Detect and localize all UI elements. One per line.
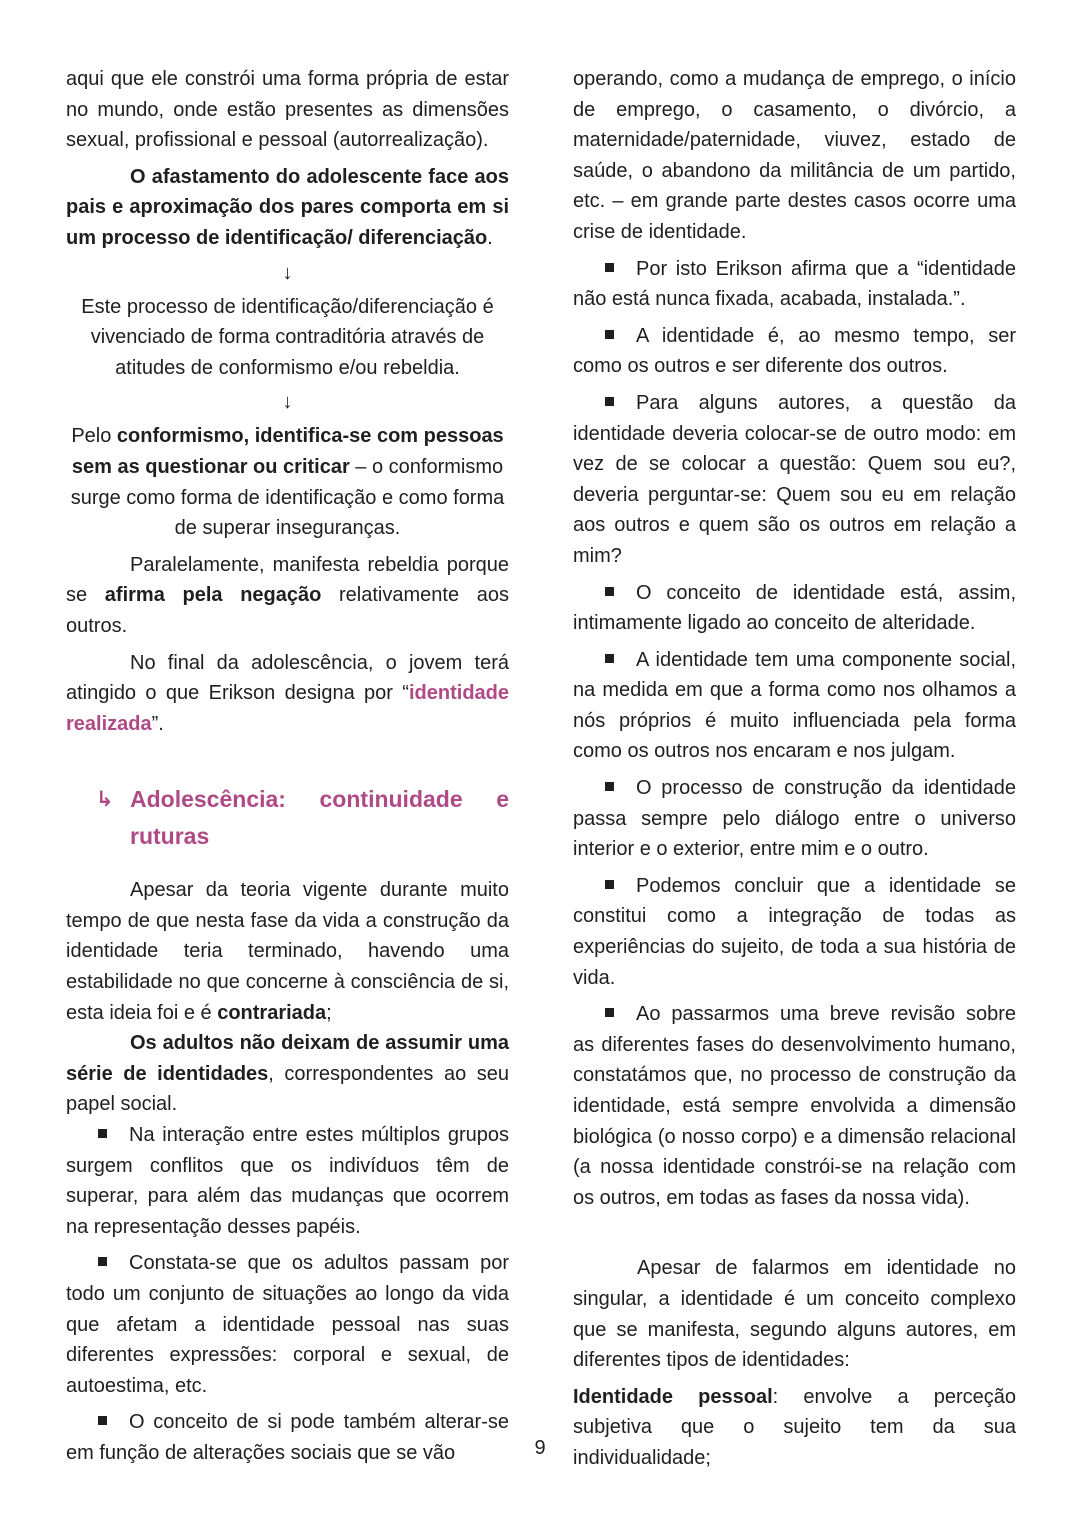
text: ”. [151, 712, 164, 735]
bold-text: Identidade pessoal [573, 1385, 773, 1408]
paragraph [66, 648, 509, 740]
heading-word: e [496, 786, 509, 813]
square-bullet-icon [605, 397, 614, 406]
text: , correspondentes ao seu papel social. [66, 1062, 509, 1116]
curved-arrow-icon: ↳ [96, 788, 114, 812]
square-bullet-icon [605, 654, 614, 663]
text: Pelo [71, 425, 117, 448]
bullet-text: O conceito de si pode também alterar-se em função de alterações sociais que se vão [66, 1411, 509, 1464]
text: : envolve a perceção subjetiva que o sujeito tem da sua individualidade; [573, 1385, 1016, 1469]
down-arrow-icon: ↓ [282, 261, 293, 284]
square-bullet-icon [605, 263, 614, 272]
bullet-text: Ao passarmos uma breve revisão sobre as diferentes fases do desenvolvimento humano, constatámos que, no processo de construção da identidade, está sempre envolvida a dimensão biológica (o nosso corpo) e a dimensão relacional (a nossa identidade constrói-se na relação com os outros, em todas as fases da nossa vida). [573, 1003, 1016, 1209]
paragraph [66, 1028, 509, 1120]
square-bullet-icon [98, 1257, 107, 1266]
bullet-text: Na interação entre estes múltiplos grupos surgem conflitos que os indivíduos têm de superar, para além das mudanças que ocorrem na representação desses papéis. [66, 1124, 509, 1238]
section-heading [66, 781, 509, 855]
bold-text: afirma pela negação [104, 584, 322, 607]
bullet-item [66, 1248, 509, 1401]
text: No final da adolescência, o jovem terá atingido o que Erikson designa por “ [66, 651, 509, 705]
bullet-text: Constata-se que os adultos passam por todo um conjunto de situações ao longo da vida que afetam a identidade pessoal nas suas diferentes expressões: corporal e sexual, de autoestima, etc. [66, 1252, 509, 1397]
heading-line [130, 781, 509, 818]
bullet-item [573, 578, 1016, 639]
bullet-text: Por isto Erikson afirma que a “identidade não está nunca fixada, acabada, instalada.”. [573, 257, 1016, 311]
paragraph [66, 550, 509, 642]
bullet-item [573, 388, 1016, 572]
paragraph [66, 875, 509, 1028]
bold-text: contrariada [217, 1001, 327, 1024]
bullet-text: O conceito de identidade está, assim, intimamente ligado ao conceito de alteridade. [573, 581, 1016, 635]
bullet-text: A identidade tem uma componente social, na medida em que a forma como nos olhamos a nós próprios é muito influenciada pela forma como os outros nos encaram e nos julgam. [573, 648, 1016, 763]
centered-paragraph: Este processo de identificação/diferenciação é vivenciado de forma contraditória através de atitudes de conformismo e/ou rebeldia. [81, 295, 494, 379]
paragraph: Apesar de falarmos em identidade no singular, a identidade é um conceito complexo que se manifesta, segundo alguns autores, em diferentes tipos de identidades: [573, 1257, 1016, 1372]
bold-text: O afastamento do adolescente face aos pais e aproximação dos pares comporta em si um processo de identificação/ diferenciação [66, 165, 509, 249]
text: Paralelamente, manifesta rebeldia porque se [66, 553, 509, 607]
bullet-item [573, 773, 1016, 865]
heading-line: ruturas [130, 823, 210, 850]
bullet-text: O processo de construção da identidade passa sempre pelo diálogo entre o universo interior e o exterior, entre mim e o outro. [573, 777, 1016, 861]
text: Apesar da teoria vigente durante muito tempo de que nesta fase da vida a construção da identidade teria terminado, havendo uma estabilidade no que concerne à consciência de si, esta ideia foi e é [66, 879, 509, 1024]
bullet-item [573, 254, 1016, 315]
text: . [487, 226, 493, 249]
right-column [573, 64, 1016, 1474]
heading-word: Adolescência: [130, 786, 286, 813]
bullet-item [573, 645, 1016, 767]
square-bullet-icon [605, 782, 614, 791]
highlight-term: identidade realizada [66, 682, 509, 735]
bullet-item [573, 871, 1016, 993]
square-bullet-icon [98, 1129, 107, 1138]
paragraph: aqui que ele constrói uma forma própria de estar no mundo, onde estão presentes as dimensões sexual, profissional e pessoal (autorrealização). [66, 68, 509, 152]
bullet-text: Podemos concluir que a identidade se constitui como a integração de todas as experiências do sujeito, de toda a sua história de vida. [573, 874, 1016, 989]
square-bullet-icon [605, 330, 614, 339]
bullet-item [573, 321, 1016, 382]
bullet-text: A identidade é, ao mesmo tempo, ser como os outros e ser diferente dos outros. [573, 324, 1016, 378]
text: – o conformismo surge como forma de identificação e como forma de superar inseguranças. [70, 455, 505, 540]
square-bullet-icon [605, 880, 614, 889]
bold-text: Os adultos não deixam de assumir uma série de identidades [66, 1032, 509, 1085]
square-bullet-icon [98, 1416, 107, 1425]
bold-text: conformismo, identifica-se com pessoas sem as questionar ou criticar [71, 425, 504, 478]
paragraph [66, 162, 509, 254]
left-column [66, 64, 509, 1469]
square-bullet-icon [605, 587, 614, 596]
square-bullet-icon [605, 1008, 614, 1017]
text: ; [326, 1001, 332, 1024]
bullet-text: Para alguns autores, a questão da identidade deveria colocar-se de outro modo: em vez de se colocar a questão: Quem sou eu?, deveria perguntar-se: Quem sou eu em relação aos outros e quem são os outros em relação a mim? [573, 391, 1016, 567]
bullet-item [66, 1120, 509, 1242]
paragraph: operando, como a mudança de emprego, o início de emprego, o casamento, o divórcio, a maternidade/paternidade, viuvez, estado de saúde, o abandono da militância de um partido, etc. – em grande parte destes casos ocorre uma crise de identidade. [573, 68, 1016, 243]
text: relativamente aos outros. [66, 584, 509, 637]
heading-word: continuidade [319, 786, 463, 813]
page-number: 9 [534, 1437, 546, 1459]
centered-paragraph [66, 421, 509, 543]
down-arrow-icon: ↓ [282, 391, 293, 414]
bullet-item [573, 999, 1016, 1213]
